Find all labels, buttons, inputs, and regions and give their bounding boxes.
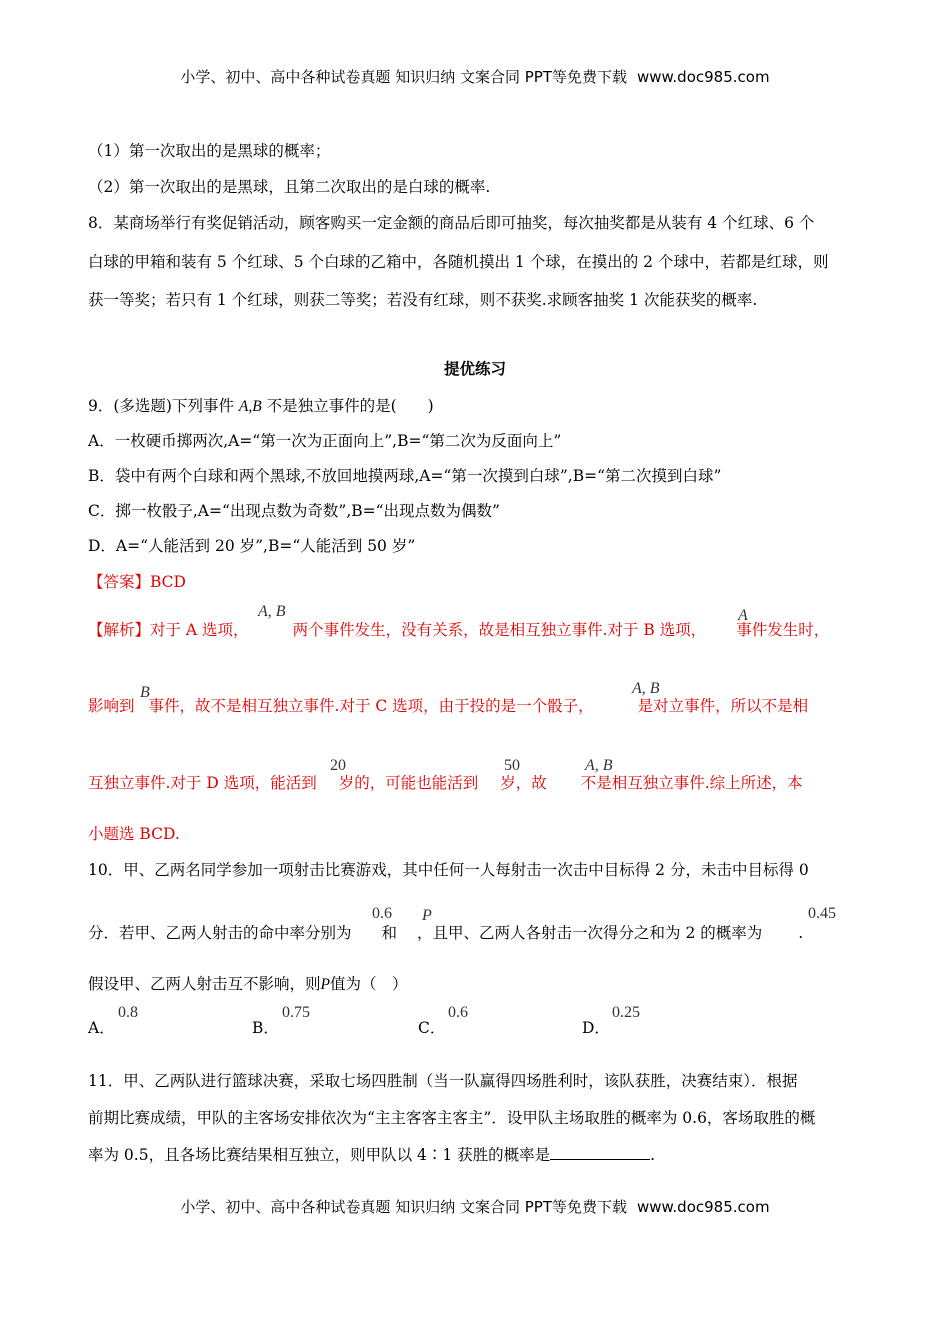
math-p: P [422,907,432,924]
q10-option-d-value: 0.25 [612,1004,640,1021]
page-header [0,66,950,87]
q9-option-a: A．一枚硬币掷两次,A=“第一次为正面向上”,B=“第二次为反面向上” [88,432,562,450]
answer-blank[interactable] [550,1145,650,1160]
q10-line2-b: 和 [381,924,398,942]
q9-stem [88,394,868,416]
footer-site[interactable]: www.doc985.com [636,1198,770,1216]
exp2-c: 是对立事件，所以不是相 [637,697,809,715]
exp2-b: 事件，故不是相互独立事件.对于 C 选项，由于投的是一个骰子， [148,697,594,715]
q10-line2 [88,921,868,943]
q10-line2-d: . [798,924,804,942]
q9-stem-b: 不是独立事件的是( ) [261,397,434,415]
q10-line3-a: 假设甲、乙两人射击互不影响，则 [88,975,321,993]
q9-answer: 【答案】BCD [88,573,186,591]
exp3-a: 互独立事件.对于 D 选项，能活到 [88,774,317,792]
exp2-a: 影响到 [88,697,135,715]
header-text: 小学、初中、高中各种试卷真题 知识归纳 文案合同 PPT等免费下载 [180,68,627,86]
q8-line2: 白球的甲箱和装有 5 个红球、5 个白球的乙箱中，各随机摸出 1 个球，在摸出的 2 个球中，若都是红球，则 [88,253,829,271]
math-a-b: A, B [258,603,286,620]
q9-explanation-line4: 小题选 BCD. [88,825,180,843]
q11-line3-b: . [650,1146,656,1164]
q10-option-a [88,1016,115,1038]
q10-option-b-label: B． [252,1019,279,1037]
exp3-b: 岁的，可能也能活到 [338,774,479,792]
q9-option-b: B．袋中有两个白球和两个黑球,不放回地摸两球,A=“第一次摸到白球”,B=“第二次摸到白球” [88,467,722,485]
q10-line3-b: 值为（ ） [329,975,408,993]
q7-part1: （1）第一次取出的是黑球的概率； [88,142,331,160]
math-0-6: 0.6 [372,905,392,922]
q9-explanation-line3 [88,771,868,793]
q8-line1: 8．某商场举行有奖促销活动，顾客购买一定金额的商品后即可抽奖，每次抽奖都是从装有 4 个红球、6 个 [88,214,815,232]
q10-option-d [582,1016,610,1038]
math-b: B [140,684,150,701]
q7-part2: （2）第一次取出的是黑球，且第二次取出的是白球的概率. [88,178,491,196]
q11-line3-a: 率为 0.5，且各场比赛结果相互独立，则甲队以 4∶1 获胜的概率是 [88,1146,551,1164]
math-a-b-3: A, B [585,757,613,774]
q10-option-b-value: 0.75 [282,1004,310,1021]
footer-text: 小学、初中、高中各种试卷真题 知识归纳 文案合同 PPT等免费下载 [180,1198,627,1216]
math-a-b-2: A, B [632,680,660,697]
exp1-c: 事件发生时， [736,621,830,639]
math-50: 50 [504,757,520,774]
q9-stem-var: A,B [238,398,262,415]
q10-option-a-label: A． [88,1019,115,1037]
q10-line3 [88,972,868,994]
header-site[interactable]: www.doc985.com [636,68,770,86]
exp1-a: 【解析】对于 A 选项， [88,621,249,639]
q10-line2-a: 分．若甲、乙两人射击的命中率分别为 [88,924,352,942]
q10-option-a-value: 0.8 [118,1004,138,1021]
exp3-d: 不是相互独立事件.综上所述，本 [580,774,803,792]
q10-option-d-label: D． [582,1019,610,1037]
q10-option-c-value: 0.6 [448,1004,468,1021]
q10-option-b [252,1016,279,1038]
q10-line1: 10．甲、乙两名同学参加一项射击比赛游戏，其中任何一人每射击一次击中目标得 2 分，未击中目标得 0 [88,861,809,879]
q8-line3: 获一等奖；若只有 1 个红球，则获二等奖；若没有红球，则不获奖.求顾客抽奖 1 次能获奖的概率. [88,291,758,309]
exp1-b: 两个事件发生，没有关系，故是相互独立事件.对于 B 选项， [292,621,707,639]
q9-explanation-line2 [88,694,868,716]
q10-line2-c: ，且甲、乙两人各射击一次得分之和为 2 的概率为 [417,924,763,942]
q11-line1: 11．甲、乙两队进行篮球决赛，采取七场四胜制（当一队赢得四场胜利时，该队获胜，决赛结束）．根据 [88,1072,798,1090]
page-footer [0,1196,950,1217]
exp3-c: 岁，故 [500,774,547,792]
math-a: A [738,607,748,624]
section-title: 提优练习 [443,359,506,378]
q11-line2: 前期比赛成绩，甲队的主客场安排依次为“主主客客主客主”．设甲队主场取胜的概率为 0.6，客场取胜的概 [88,1109,816,1127]
math-0-45: 0.45 [808,905,836,922]
q9-explanation-line1 [88,618,868,640]
q11-line3 [88,1143,868,1165]
q9-option-c: C．掷一枚骰子,A=“出现点数为奇数”,B=“出现点数为偶数” [88,502,500,520]
q10-p-var: P [320,976,330,993]
q10-option-c [418,1016,445,1038]
q9-option-d: D．A=“人能活到 20 岁”,B=“人能活到 50 岁” [88,537,416,555]
q9-stem-a: 9．(多选题)下列事件 [88,397,239,415]
q10-option-c-label: C． [418,1019,446,1037]
math-20: 20 [330,757,346,774]
